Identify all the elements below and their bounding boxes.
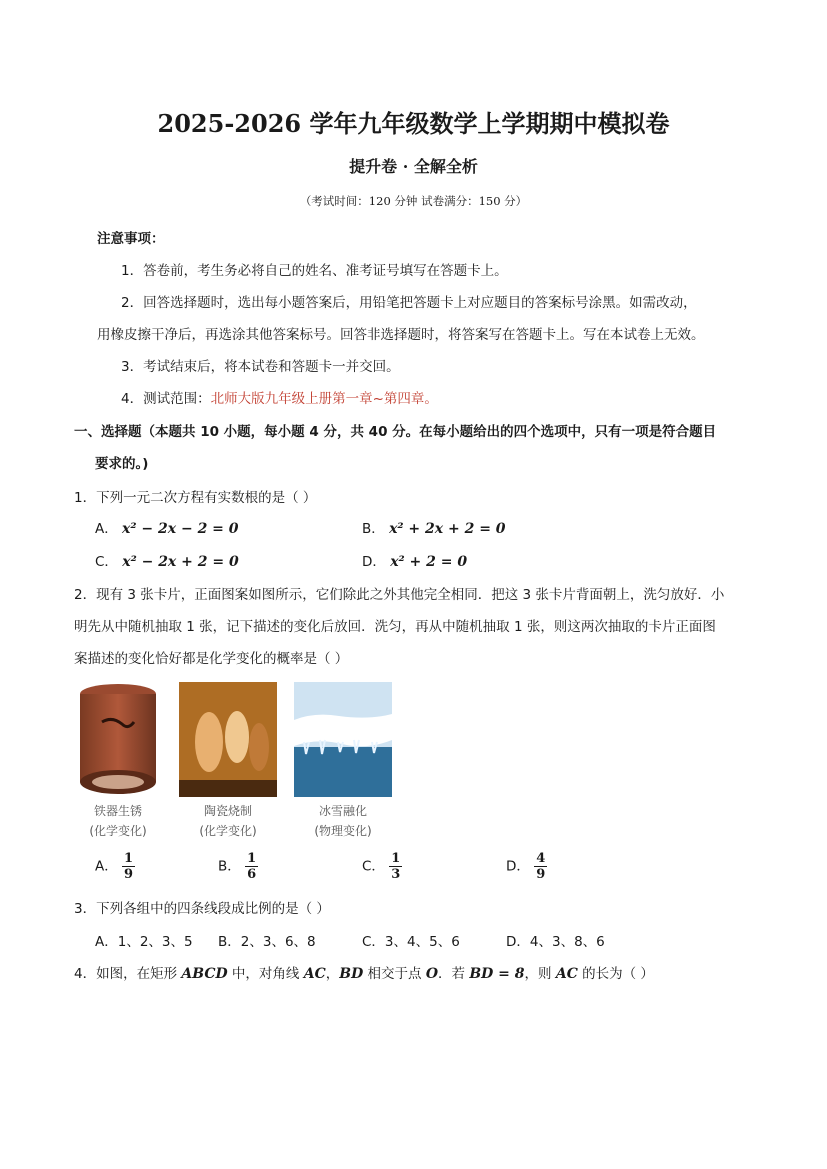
rusty-iron-picture	[72, 682, 164, 797]
q3-option-d: D．4、3、8、6	[506, 934, 605, 950]
q2-option-a	[95, 851, 135, 882]
fraction	[245, 851, 258, 882]
card-3-name: 冰雪融化	[318, 804, 367, 818]
text: 4．如图，在矩形	[74, 966, 182, 982]
card-ceramic-firing	[179, 682, 277, 842]
numerator: 1	[391, 851, 401, 866]
q1-option-c-equation: x² − 2x + 2 = 0	[122, 554, 239, 570]
note-item-2-line-1: 2．回答选择题时，选出每小题答案后，用铅笔把答题卡上对应题目的答案标号涂黑。如需改动，	[121, 295, 697, 311]
math-ac: AC	[303, 966, 326, 982]
q3-option-a: A．1、2、3、5	[95, 934, 193, 950]
page-title: 2025-2026 学年九年级数学上学期期中模拟卷	[157, 109, 670, 138]
q1-option-b-equation: x² + 2x + 2 = 0	[389, 521, 506, 537]
note-item-1: 1．答卷前，考生务必将自己的姓名、准考证号填写在答题卡上。	[121, 263, 508, 279]
section-1-heading-cont: 要求的。)	[95, 456, 149, 472]
math-bd-eq: BD = 8	[469, 966, 525, 982]
option-label: C．	[362, 858, 385, 875]
option-label: B．	[362, 521, 385, 537]
note-item-4	[121, 387, 438, 407]
card-2-type: (化学变化)	[199, 824, 257, 838]
text: 中，对角线	[227, 966, 304, 982]
melting-ice-picture	[294, 682, 392, 797]
denominator: 6	[247, 867, 257, 882]
test-range: 北师大版九年级上册第一章~第四章。	[210, 391, 438, 407]
question-2-line-1: 2．现有 3 张卡片，正面图案如图所示，它们除此之外其他完全相同．把这 3 张卡片背面朝上，洗匀放好．小	[74, 587, 725, 603]
q1-option-c	[95, 550, 239, 570]
card-3-type: (物理变化)	[314, 824, 372, 838]
denominator: 3	[391, 867, 401, 882]
q2-option-d	[506, 851, 547, 882]
page-subtitle: 提升卷 · 全解全析	[349, 157, 478, 176]
card-2-name: 陶瓷烧制	[203, 804, 252, 818]
question-2-line-3: 案描述的变化恰好都是化学变化的概率是（ ）	[74, 651, 349, 667]
q1-option-d-equation: x² + 2 = 0	[390, 554, 468, 570]
card-rusting-iron	[72, 682, 164, 842]
text: 相交于点	[363, 966, 426, 982]
text: 的长为（ ）	[577, 966, 654, 982]
q3-option-c: C．3、4、5、6	[362, 934, 460, 950]
fraction	[534, 851, 547, 882]
question-3-stem: 3．下列各组中的四条线段成比例的是（ ）	[74, 901, 330, 917]
card-1-type: (化学变化)	[89, 824, 147, 838]
numerator: 4	[536, 851, 546, 866]
q1-option-d	[362, 550, 467, 570]
notes-heading: 注意事项：	[97, 231, 165, 247]
question-4-stem	[74, 962, 654, 982]
card-1-name: 铁器生锈	[93, 804, 142, 818]
math-bd: BD	[339, 966, 364, 982]
exam-info: （考试时间：120 分钟 试卷满分：150 分）	[299, 194, 528, 208]
denominator: 9	[124, 867, 134, 882]
option-label: A．	[95, 858, 118, 875]
math-ac: AC	[555, 966, 578, 982]
q1-option-a	[95, 517, 239, 537]
option-label: D．	[506, 858, 530, 875]
text: ，	[325, 966, 340, 982]
card-ice-melting	[294, 682, 392, 842]
option-label: D．	[362, 554, 386, 570]
note-item-4-prefix: 4．测试范围：	[121, 391, 211, 407]
q2-option-c	[362, 851, 402, 882]
text: ，则	[524, 966, 556, 982]
math-abcd: ABCD	[181, 966, 228, 982]
text: ．若	[438, 966, 470, 982]
denominator: 9	[536, 867, 546, 882]
q1-option-b	[362, 517, 506, 537]
fraction	[389, 851, 402, 882]
section-1-heading: 一、选择题（本题共 10 小题，每小题 4 分，共 40 分。在每小题给出的四个选项中，只有一项是符合题目	[74, 424, 717, 440]
ceramic-kiln-picture	[179, 682, 277, 797]
numerator: 1	[124, 851, 134, 866]
q3-option-b: B．2、3、6、8	[218, 934, 316, 950]
q1-option-a-equation: x² − 2x − 2 = 0	[122, 521, 239, 537]
numerator: 1	[247, 851, 257, 866]
note-item-3: 3．考试结束后，将本试卷和答题卡一并交回。	[121, 359, 400, 375]
q2-option-b	[218, 851, 258, 882]
fraction	[122, 851, 135, 882]
option-label: A．	[95, 521, 118, 537]
option-label: B．	[218, 858, 241, 875]
question-2-line-2: 明先从中随机抽取 1 张，记下描述的变化后放回．洗匀，再从中随机抽取 1 张，则这两次抽取的卡片正面图	[74, 619, 716, 635]
option-label: C．	[95, 554, 118, 570]
math-o: O	[425, 966, 439, 982]
question-1-stem: 1．下列一元二次方程有实数根的是（ ）	[74, 490, 317, 506]
note-item-2-line-2: 用橡皮擦干净后，再选涂其他答案标号。回答非选择题时，将答案写在答题卡上。写在本试卷上无效。	[97, 327, 705, 343]
